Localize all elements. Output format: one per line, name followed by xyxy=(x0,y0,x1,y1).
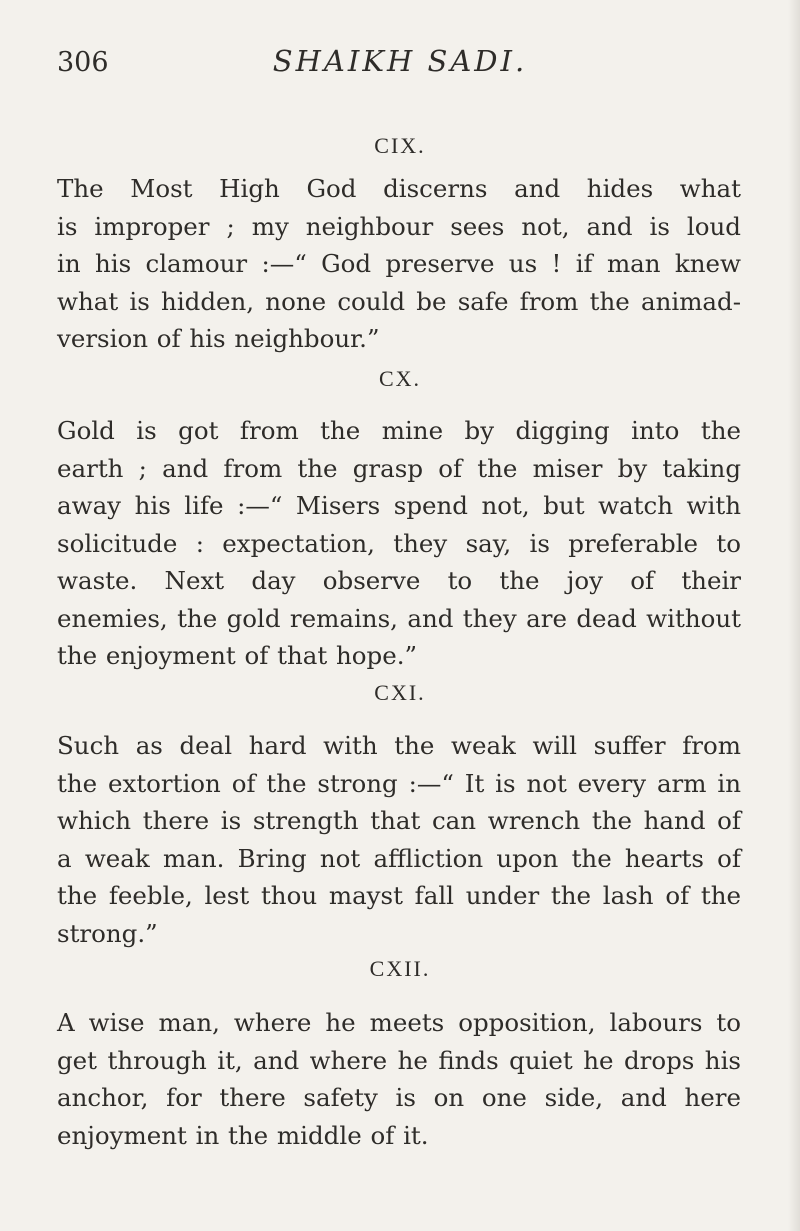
text-line: which there is strength that can wrench the hand of xyxy=(57,806,741,835)
section-heading-cxii: CXII. xyxy=(369,956,431,981)
text-line: Such as deal hard with the weak will suffer from xyxy=(57,731,741,760)
text-line: The Most High God discerns and hides what xyxy=(57,174,741,203)
text-line: the enjoyment of that hope.” xyxy=(57,641,418,670)
section-heading-cix: CIX. xyxy=(374,133,426,158)
text-line: is improper ; my neighbour sees not, and is loud xyxy=(57,211,741,241)
text-line: enemies, the gold remains, and they are dead without xyxy=(57,603,741,633)
section-paragraph-cxii xyxy=(57,1004,741,1154)
text-line: what is hidden, none could be safe from the animad- xyxy=(57,286,741,316)
section-paragraph-cx xyxy=(57,412,741,675)
text-line: away his life :—“ Misers spend not, but watch with xyxy=(57,491,741,520)
text-line: Gold is got from the mine by digging into the xyxy=(57,416,741,445)
running-title: SHAIKH SADI. xyxy=(272,44,528,78)
text-line: anchor, for there safety is on one side, and here xyxy=(57,1083,741,1112)
page-number: 306 xyxy=(57,47,109,78)
section-paragraph-cxi xyxy=(57,727,741,952)
text-line: the extortion of the strong :—“ It is not every arm in xyxy=(57,768,741,798)
page-edge-shadow xyxy=(788,0,800,1231)
text-line: A wise man, where he meets opposition, labours to xyxy=(57,1008,741,1037)
text-line: solicitude : expectation, they say, is preferable to xyxy=(57,528,741,558)
text-line: waste. Next day observe to the joy of their xyxy=(57,566,741,595)
text-line: a weak man. Bring not affliction upon the hearts of xyxy=(57,843,741,873)
text-line: earth ; and from the grasp of the miser by taking xyxy=(57,453,741,483)
section-heading-cxi: CXI. xyxy=(374,680,426,705)
text-line: in his clamour :—“ God preserve us ! if man knew xyxy=(57,249,741,278)
text-line: enjoyment in the middle of it. xyxy=(57,1120,429,1150)
text-line: get through it, and where he finds quiet he drops his xyxy=(57,1045,741,1075)
section-heading-cx: CX. xyxy=(378,366,422,391)
text-line: strong.” xyxy=(57,918,158,948)
section-paragraph-cix xyxy=(57,170,741,358)
text-line: version of his neighbour.” xyxy=(57,324,380,353)
text-line: the feeble, lest thou mayst fall under the lash of the xyxy=(57,881,741,910)
